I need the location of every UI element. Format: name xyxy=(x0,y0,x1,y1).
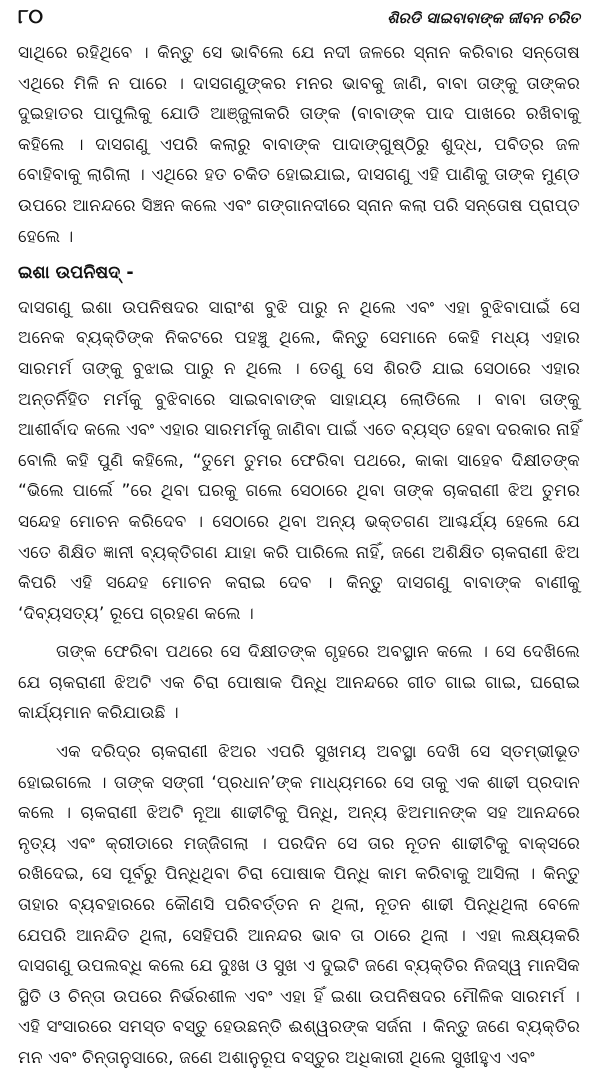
page-body xyxy=(18,38,580,1074)
section-heading: ଇଶା ଉପନିଷଦ୍ - xyxy=(18,263,134,284)
paragraph-1: ସାଥିରେ ରହିଥିବେ । କିନ୍ତୁ ସେ ଭାବିଲେ ଯେ ନଦୀ ଜଳରେ ସ୍ନାନ କରିବାର ସନ୍ତୋଷ ଏଥିରେ ମିଳି ନ ପାରେ । ଦାସଗଣୁଙ୍କର ମନର ଭାବକୁ ଜାଣି, ବାବା ତାଙ୍କୁ ତାଙ୍କର ଦୁଇହାତର ପାପୁଲିକୁ ଯୋଡି ଆଞ୍ଜୁଳାକରି ତାଙ୍କ (ବାବାଙ୍କ ପାଦ ପାଖରେ ରଖିବାକୁ କହିଲେ । ଦାସଗଣୁ ଏପରି କଲାରୁ ବାବାଙ୍କ ପାଦାଙ୍ଗୁଷ୍ଠିରୁ ଶୁଦ୍ଧ, ପବିତ୍ର ଜଳ ବୋହିବାକୁ ଲାଗିଲା । ଏଥିରେ ହତ ଚକିତ ହୋଇଯାଇ, ଦାସଗଣୁ ଏହି ପାଣିକୁ ତାଙ୍କ ମୁଣ୍ଡ ଉପରେ ଆନନ୍ଦରେ ସିଞ୍ଚନ କଲେ ଏବଂ ଗଙ୍ଗାନଦୀରେ ସ୍ନାନ କଲା ପରି ସନ୍ତୋଷ ପ୍ରାପ୍ତ ହେଲେ । xyxy=(18,43,580,247)
paragraph-3: ତାଙ୍କ ଫେରିବା ପଥରେ ସେ ଦିକ୍ଷୀତଙ୍କ ଗୃହରେ ଅବସ୍ଥାନ କଲେ । ସେ ଦେଖିଲେ ଯେ ଚାକରାଣୀ ଝିଅଟି ଏକ ଚିରା ପୋଷାକ ପିନ୍ଧି ଆନନ୍ଦରେ ଗୀତ ଗାଇ ଗାଇ, ଘରୋଇ କାର୍ଯ୍ୟମାନ କରିଯାଉଛି । xyxy=(18,642,580,724)
running-title: ଶିରଡି ସାଇବାବାଙ୍କ ଜୀବନ ଚରିତ xyxy=(387,9,580,27)
page-header xyxy=(18,4,580,38)
paragraph-4: ଏକ ଦରିଦ୍ର ଚାକରାଣୀ ଝିଅର ଏପରି ସୁଖମୟ ଅବସ୍ଥା ଦେଖି ସେ ସ୍ତମ୍ଭୀଭୂତ ହୋଇଗଲେ । ତାଙ୍କ ସଙ୍ଗୀ ‘ପ୍ରଧାନ’ଙ୍କ ମାଧ୍ୟମରେ ସେ ତାକୁ ଏକ ଶାଢୀ ପ୍ରଦାନ କଲେ । ଚାକରାଣୀ ଝିଅଟି ନୂଆ ଶାଢୀଟିକୁ ପିନ୍ଧି, ଅନ୍ୟ ଝିଅମାନଙ୍କ ସହ ଆନନ୍ଦରେ ନୃତ୍ୟ ଏବଂ କ୍ରୀଡାରେ ମଜ୍ଜିଗଲା । ପରଦିନ ସେ ତାର ନୂତନ ଶାଢୀଟିକୁ ବାକ୍ସରେ ରଖିଦେଇ, ସେ ପୂର୍ବରୁ ପିନ୍ଧିଥିବା ଚିରା ପୋଷାକ ପିନ୍ଧି କାମ କରିବାକୁ ଆସିଲା । କିନ୍ତୁ ତାହାର ବ୍ୟବହାରରେ କୌଣସି ପରିବର୍ତ୍ତନ ନ ଥିଲା, ନୂତନ ଶାଢୀ ପିନ୍ଧିଥିଲା ବେଳେ ଯେପରି ଆନନ୍ଦିତ ଥିଲା, ସେହିପରି ଆନନ୍ଦର ଭାବ ତା ଠାରେ ଥିଲା । ଏହା ଲକ୍ଷ୍ୟକରି ଦାସଗଣୁ ଉପଲବ୍ଧି କଲେ ଯେ ଦୁଃଖ ଓ ସୁଖ ଏ ଦୁଇଟି ଜଣେ ବ୍ୟକ୍ତିର ନିଜସ୍ୱ ମାନସିକ ସ୍ଥିତି ଓ ଚିନ୍ତା ଉପରେ ନିର୍ଭରଶୀଳ ଏବଂ ଏହା ହିଁ ଇଶା ଉପନିଷଦର ମୌଳିକ ସାରମର୍ମ । ଏହି ସଂସାରରେ ସମସ୍ତ ବସ୍ତୁ ହେଉଛନ୍ତି ଈଶ୍ୱରଙ୍କ ସର୍ଜନା । କିନ୍ତୁ ଜଣେ ବ୍ୟକ୍ତିର ମନ ଏବଂ ଚିନ୍ତାନୁସାରେ, ଜଣେ ଅଶାନୁରୂପ ବସ୍ତୁର ଅଧିକାରୀ ଥିଲେ ସୁଖୀହୁଏ ଏବଂ xyxy=(18,742,580,1068)
paragraph-2: ଦାସଗଣୁ ଇଶା ଉପନିଷଦର ସାରାଂଶ ବୁଝି ପାରୁ ନ ଥିଲେ ଏବଂ ଏହା ବୁଝିବାପାଇଁ ସେ ଅନେକ ବ୍ୟକ୍ତିଙ୍କ ନିକଟରେ ପହଞ୍ଚୁ ଥିଲେ, କିନ୍ତୁ ସେମାନେ କେହି ମଧ୍ୟ ଏହାର ସାରମର୍ମ ତାଙ୍କୁ ବୁଝାଇ ପାରୁ ନ ଥିଲେ । ତେଣୁ ସେ ଶିରଡି ଯାଇ ସେଠାରେ ଏହାର ଅନ୍ତର୍ନିହିତ ମର୍ମକୁ ବୁଝିବାରେ ସାଇବାବାଙ୍କ ସାହାଯ୍ୟ ଲୋଡିଲେ । ବାବା ତାଙ୍କୁ ଆଶୀର୍ବାଦ କଲେ ଏବଂ ଏହାର ସାରମର୍ମକୁ ଜାଣିବା ପାଇଁ ଏତେ ବ୍ୟସ୍ତ ହେବା ଦରକାର ନାହିଁ ବୋଲି କହି ପୁଣି କହିଲେ, “ତୁମେ ତୁମର ଫେରିବା ପଥରେ, କାକା ସାହେବ ଦିକ୍ଷୀତଙ୍କ “ଭିଲେ ପାର୍ଲେ ”ରେ ଥିବା ଘରକୁ ଗଲେ ସେଠାରେ ଥିବା ତାଙ୍କ ଚାକରାଣୀ ଝିଅ ତୁମର ସନ୍ଦେହ ମୋଚନ କରିଦେବ । ସେଠାରେ ଥିବା ଅନ୍ୟ ଭକ୍ତଗଣ ଆଶ୍ଚର୍ଯ୍ୟ ହେଲେ ଯେ ଏତେ ଶିକ୍ଷିତ ଜ୍ଞାନୀ ବ୍ୟକ୍ତିଗଣ ଯାହା କରି ପାରିଲେ ନାହିଁ, ଜଣେ ଅଶିକ୍ଷିତ ଚାକରାଣୀ ଝିଅ କିପରି ଏହି ସନ୍ଦେହ ମୋଚନ କରାଇ ଦେବ । କିନ୍ତୁ ଦାସଗଣୁ ବାବାଙ୍କ ବାଣୀକୁ ‘ଦିବ୍ୟସତ୍ୟ’ ରୂପେ ଗ୍ରହଣ କଲେ । xyxy=(18,297,580,624)
page-number: ୮୦ xyxy=(18,4,43,28)
